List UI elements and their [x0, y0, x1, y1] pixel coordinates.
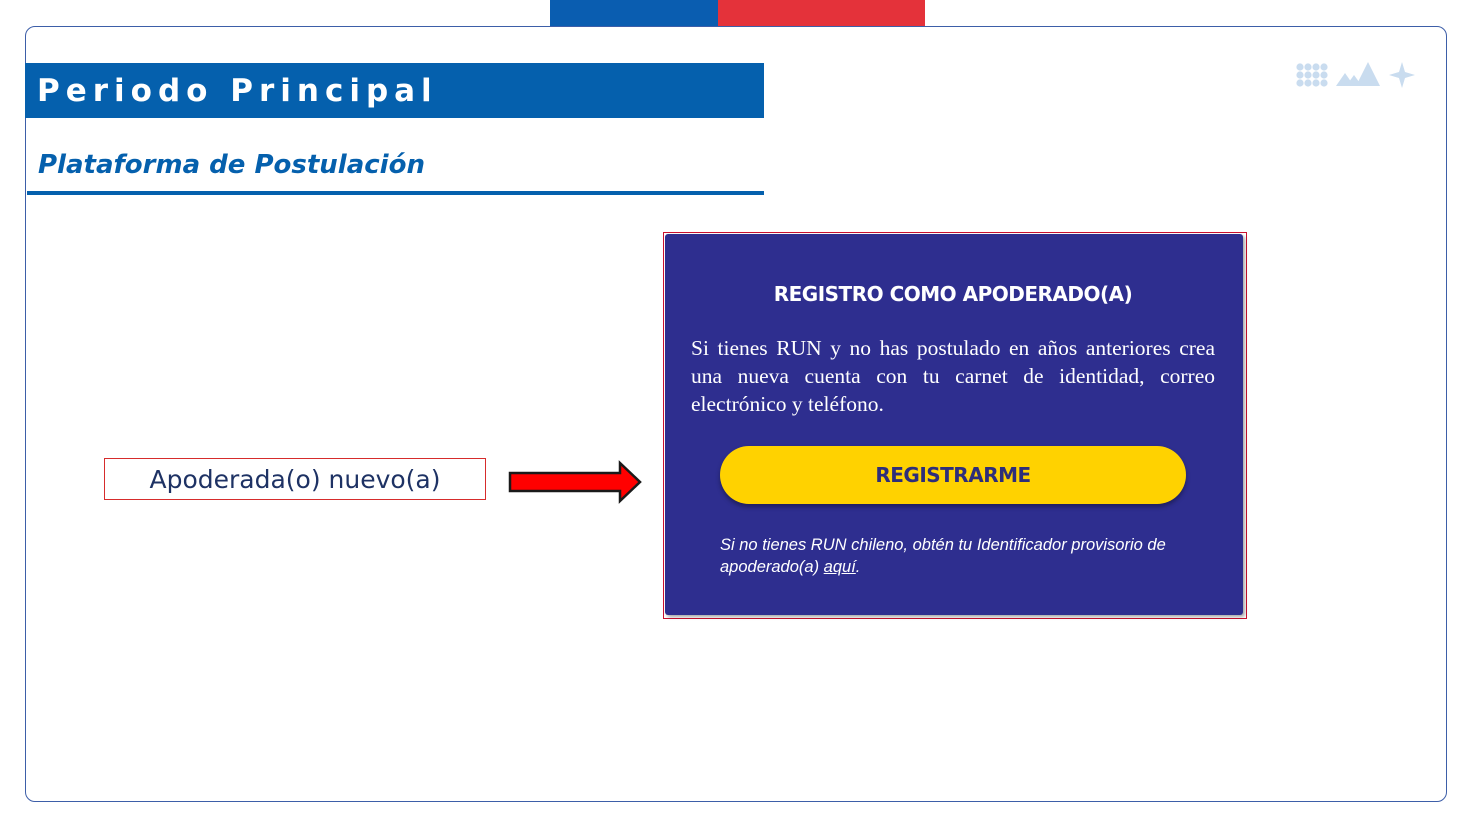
dots-mountains-star-logo-icon [1292, 58, 1418, 92]
title-bar [25, 63, 764, 118]
card-note-suffix: . [855, 558, 861, 576]
right-arrow-icon [507, 460, 643, 504]
register-button[interactable]: REGISTRARME [720, 446, 1186, 504]
page-title: Periodo Principal [37, 73, 438, 109]
card-note [720, 534, 1190, 578]
guardian-registration-card [665, 234, 1243, 615]
card-description: Si tienes RUN y no has postulado en años anteriores crea una nueva cuenta con tu carnet de identidad, correo electrónico y teléfono. [691, 336, 1215, 416]
here-link[interactable]: aquí [823, 558, 856, 576]
new-guardian-label: Apoderada(o) nuevo(a) [104, 458, 486, 500]
flag-red-stripe [718, 0, 925, 26]
card-note-text: Si no tienes RUN chileno, obtén tu Identificador provisorio de apoderado(a) [720, 536, 1166, 576]
card-heading: REGISTRO COMO APODERADO(A) [773, 282, 1133, 306]
subtitle-divider [27, 191, 764, 195]
flag-blue-stripe [550, 0, 718, 26]
page-subtitle: Plataforma de Postulación [38, 150, 425, 180]
